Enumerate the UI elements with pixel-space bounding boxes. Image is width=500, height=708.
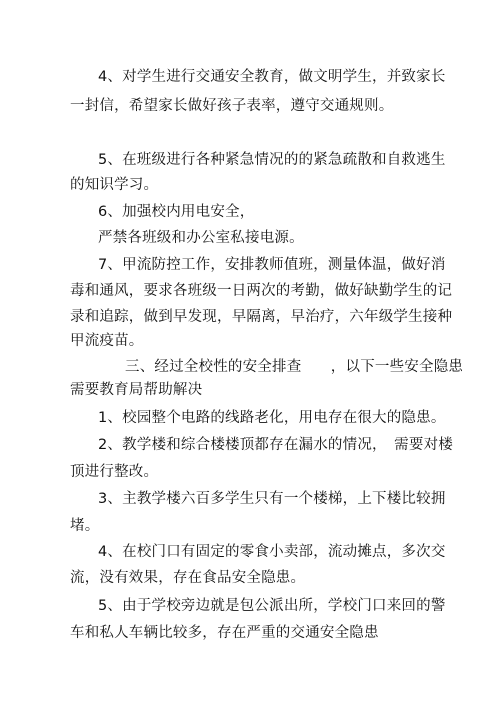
paragraph-line: 4、对学生进行交通安全教育，做文明学生，并致家长 xyxy=(98,69,446,85)
paragraph-line: 甲流疫苗。 xyxy=(70,333,144,349)
paragraph-line: 一封信，希望家长做好孩子表率，遵守交通规则。 xyxy=(70,98,394,114)
paragraph-line: 6、加强校内用电安全， xyxy=(98,204,255,220)
paragraph-line: 5、在班级进行各种紧急情况的的紧急疏散和自救逃生 xyxy=(98,152,446,168)
section-heading-line: 需要教育局帮助解决 xyxy=(70,382,203,398)
section-heading-line: 三、经过全校性的安全排查 ，以下一些安全隐患 xyxy=(125,359,464,375)
paragraph-line: 的知识学习。 xyxy=(70,177,159,193)
paragraph-line: 2、教学楼和综合楼楼顶都存在漏水的情况， 需要对楼 xyxy=(98,437,453,453)
paragraph-line: 3、主教学楼六百多学生只有一个楼梯，上下楼比较拥 xyxy=(98,491,446,507)
paragraph-line: 堵。 xyxy=(70,518,100,534)
paragraph-line: 车和私人车辆比较多，存在严重的交通安全隐患 xyxy=(70,625,379,641)
paragraph-line: 顶进行整改。 xyxy=(70,464,159,480)
paragraph-line: 5、由于学校旁边就是包公派出所，学校门口来回的警 xyxy=(98,598,446,614)
paragraph-line: 4、在校门口有固定的零食小卖部，流动摊点，多次交 xyxy=(98,544,446,560)
paragraph-line: 毒和通风，要求各班级一日两次的考勤，做好缺勤学生的记 xyxy=(70,283,453,299)
paragraph-line: 流，没有效果，存在食品安全隐患。 xyxy=(70,570,306,586)
paragraph-line: 1、校园整个电路的线路老化，用电存在很大的隐患。 xyxy=(98,410,446,426)
paragraph-line: 录和追踪，做到早发现，早隔离，早治疗，六年级学生接种 xyxy=(70,309,453,325)
paragraph-line: 7、甲流防控工作，安排教师值班，测量体温，做好消 xyxy=(98,257,446,273)
paragraph-line: 严禁各班级和办公室私接电源。 xyxy=(98,230,304,246)
